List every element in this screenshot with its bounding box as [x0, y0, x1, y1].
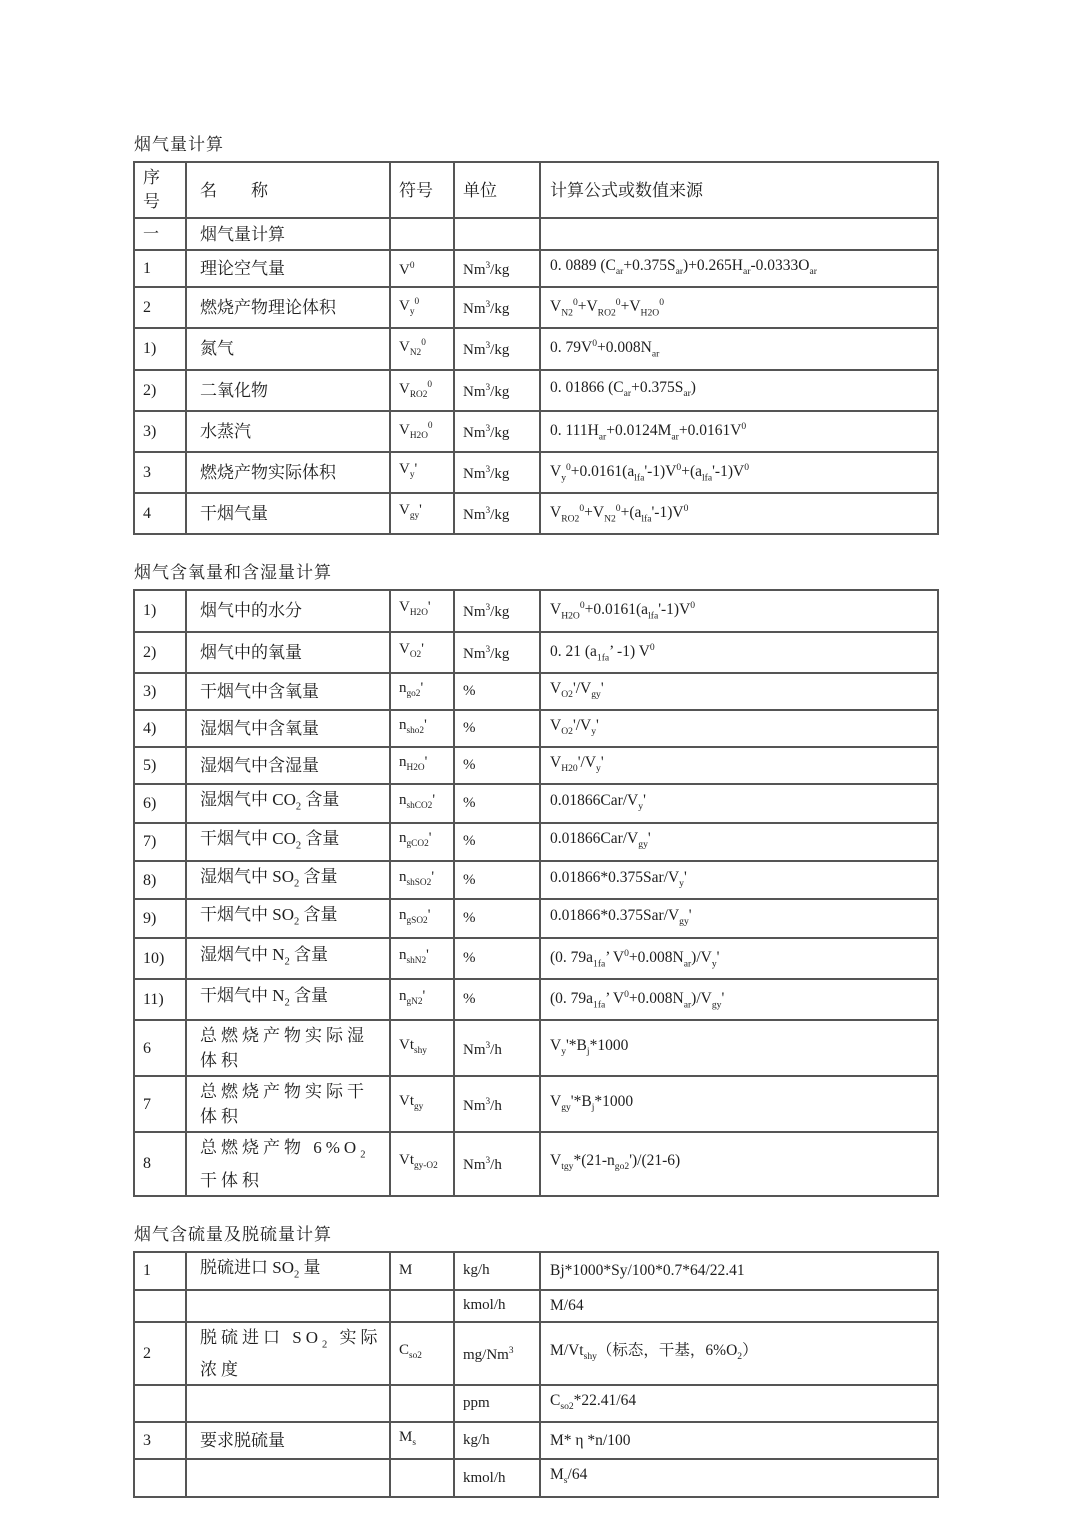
cell-unit: kmol/h	[454, 1459, 540, 1496]
cell-name: 脱硫进口 $SO_2$ 量	[186, 1252, 390, 1290]
cell-name: 总燃烧产物实际湿 体积	[186, 1020, 390, 1076]
cell-formula: $C_{so2}*22.41/64$	[540, 1385, 938, 1422]
cell-symbol: $n_{sho2}'$	[390, 710, 454, 747]
cell-serial: 5)	[134, 747, 186, 784]
cell-name: 总燃烧产物 $6\%O_2$ 干体积	[186, 1132, 390, 1195]
cell-symbol: $V_y'$	[390, 452, 454, 493]
table-row	[134, 979, 938, 1020]
oxygen-moisture-table	[133, 589, 939, 1196]
cell-name: 湿烟气中含湿量	[186, 747, 390, 784]
cell-symbol: $V_{gy}'$	[390, 493, 454, 534]
cell-formula: $0.01866Car/V_{gy}'$	[540, 823, 938, 861]
cell-formula: $V_y^0+0.0161(a_{lfa}'-1)V^0+(a_{lfa}'-1)V^0$	[540, 452, 938, 493]
cell-unit: Nm$^3$/kg	[454, 287, 540, 328]
cell-unit: Nm$^3$/kg	[454, 328, 540, 369]
cell-unit: Nm$^3$/kg	[454, 370, 540, 411]
cell-serial: 3)	[134, 673, 186, 710]
cell-symbol: $n_{H2O}'$	[390, 747, 454, 784]
cell-name	[186, 1459, 390, 1496]
cell-unit: Nm$^3$/h	[454, 1076, 540, 1132]
cell-serial: 4)	[134, 710, 186, 747]
cell-serial: 7)	[134, 823, 186, 861]
cell-name: 氮气	[186, 328, 390, 369]
cell-unit: kg/h	[454, 1252, 540, 1290]
cell-formula: $V_{tgy}*(21-n_{go2}')/(21-6)$	[540, 1132, 938, 1195]
cell-formula: (0. $79a_{1fa}$’ $V^0+0.008N_{ar})/V_y'$	[540, 938, 938, 979]
cell-name: 烟气中的氧量	[186, 632, 390, 673]
section-title-flue-gas-volume: 烟气量计算	[134, 135, 224, 154]
cell-serial: 2)	[134, 370, 186, 411]
cell-name: 水蒸汽	[186, 411, 390, 452]
cell-symbol: $V_{H2O}^0$	[390, 411, 454, 452]
cell-name: 湿烟气中 $N_2$ 含量	[186, 938, 390, 979]
cell-symbol: $V^0$	[390, 250, 454, 287]
cell-formula: Bj*1000*Sy/100*0.7*64/22.41	[540, 1252, 938, 1290]
cell-serial: 11)	[134, 979, 186, 1020]
sulfur-desulfurization-table	[133, 1251, 939, 1498]
cell-name: 干烟气中 $SO_2$ 含量	[186, 899, 390, 937]
cell-formula: $V_{RO2}^0+V_{N2}^0+(a_{lfa}'-1)V^0$	[540, 493, 938, 534]
cell-formula: $0.01866*0.375Sar/V_{gy}'$	[540, 899, 938, 937]
section-title-oxygen-moisture: 烟气含氧量和含湿量计算	[134, 563, 332, 583]
cell-serial: 8)	[134, 861, 186, 899]
table-row	[134, 328, 938, 369]
table-row	[134, 370, 938, 411]
cell-formula: $V_{H20}'/V_y'$	[540, 747, 938, 784]
cell-unit: ppm	[454, 1385, 540, 1422]
table-row	[134, 1076, 938, 1132]
cell-unit: %	[454, 784, 540, 822]
cell-serial: 3	[134, 452, 186, 493]
cell-serial: 2	[134, 287, 186, 328]
header-symbol: 符号	[390, 162, 454, 218]
cell-unit: kmol/h	[454, 1290, 540, 1322]
cell-serial: 2	[134, 1322, 186, 1385]
table-row	[134, 861, 938, 899]
cell-formula: $0.01866*0.375Sar/V_y'$	[540, 861, 938, 899]
cell-name	[186, 1385, 390, 1422]
cell-name: 烟气中的水分	[186, 590, 390, 631]
cell-unit: %	[454, 710, 540, 747]
cell-unit: Nm$^3$/kg	[454, 250, 540, 287]
cell-formula: $V_{gy}'*B_j*1000$	[540, 1076, 938, 1132]
table-row	[134, 1459, 938, 1496]
cell-symbol: $Vt_{gy-O2}$	[390, 1132, 454, 1195]
cell-unit: %	[454, 899, 540, 937]
table-row	[134, 1132, 938, 1195]
cell-unit: %	[454, 938, 540, 979]
cell-serial: 1)	[134, 328, 186, 369]
table-row	[134, 938, 938, 979]
cell-serial: 一	[134, 218, 186, 250]
cell-symbol: $n_{shSO2}'$	[390, 861, 454, 899]
table-row	[134, 1252, 938, 1290]
cell-name: 干烟气中 $N_2$ 含量	[186, 979, 390, 1020]
cell-name: 干烟气量	[186, 493, 390, 534]
table-row	[134, 250, 938, 287]
cell-serial: 6)	[134, 784, 186, 822]
cell-formula: 0. $79V^0+0.008N_{ar}$	[540, 328, 938, 369]
cell-symbol: $Vt_{shy}$	[390, 1020, 454, 1076]
cell-name: 脱硫进口 $SO_2$ 实际 浓度	[186, 1322, 390, 1385]
cell-unit: Nm$^3$/kg	[454, 590, 540, 631]
cell-serial: 4	[134, 493, 186, 534]
cell-unit: %	[454, 979, 540, 1020]
table-row	[134, 287, 938, 328]
cell-serial: 1	[134, 1252, 186, 1290]
cell-name: 烟气量计算	[186, 218, 390, 250]
cell-unit: Nm$^3$/h	[454, 1020, 540, 1076]
table-row	[134, 784, 938, 822]
cell-serial	[134, 1290, 186, 1322]
header-row	[134, 162, 938, 218]
cell-symbol	[390, 1385, 454, 1422]
cell-symbol: $Vt_{gy}$	[390, 1076, 454, 1132]
cell-symbol: M	[390, 1252, 454, 1290]
cell-symbol: $V_{RO2}^0$	[390, 370, 454, 411]
table-row	[134, 1385, 938, 1422]
table-row	[134, 218, 938, 250]
cell-formula: $V_{O2}'/V_{gy}'$	[540, 673, 938, 710]
cell-formula: M* η *n/100	[540, 1422, 938, 1459]
cell-name: 总燃烧产物实际干 体积	[186, 1076, 390, 1132]
cell-serial: 3	[134, 1422, 186, 1459]
document-page	[133, 134, 939, 1525]
flue-gas-volume-table	[133, 161, 939, 535]
cell-serial: 1)	[134, 590, 186, 631]
section-flue-gas-volume	[133, 134, 939, 535]
cell-symbol	[390, 1459, 454, 1496]
header-name: 名 称	[186, 162, 390, 218]
cell-serial	[134, 1459, 186, 1496]
cell-serial: 1	[134, 250, 186, 287]
cell-name: 湿烟气中 $SO_2$ 含量	[186, 861, 390, 899]
cell-unit: Nm$^3$/h	[454, 1132, 540, 1195]
cell-symbol	[390, 218, 454, 250]
cell-name: 干烟气中 $CO_2$ 含量	[186, 823, 390, 861]
cell-unit: Nm$^3$/kg	[454, 632, 540, 673]
table-row	[134, 673, 938, 710]
table-row	[134, 823, 938, 861]
table-row	[134, 1322, 938, 1385]
section-sulfur-desulfurization	[133, 1224, 939, 1498]
cell-formula: 0. $111H_{ar}+0.0124M_{ar}+0.0161V^0$	[540, 411, 938, 452]
cell-formula: $M/Vt_{shy}$（标态，干基，$6\%O_2$）	[540, 1322, 938, 1385]
cell-name	[186, 1290, 390, 1322]
cell-serial: 7	[134, 1076, 186, 1132]
cell-symbol: $n_{gSO2}'$	[390, 899, 454, 937]
table-row	[134, 747, 938, 784]
cell-serial: 3)	[134, 411, 186, 452]
cell-name: 理论空气量	[186, 250, 390, 287]
cell-symbol: $V_{O2}'$	[390, 632, 454, 673]
cell-symbol: $n_{go2}'$	[390, 673, 454, 710]
cell-symbol: $V_{N2}^0$	[390, 328, 454, 369]
table-row	[134, 632, 938, 673]
cell-serial	[134, 1385, 186, 1422]
header-formula: 计算公式或数值来源	[540, 162, 938, 218]
cell-formula: 0. 01866 $(C_{ar}+0.375S_{ar})$	[540, 370, 938, 411]
cell-name: 干烟气中含氧量	[186, 673, 390, 710]
cell-serial: 9)	[134, 899, 186, 937]
table-row	[134, 452, 938, 493]
cell-formula: $V_{H2O}^0+0.0161(a_{lfa}'-1)V^0$	[540, 590, 938, 631]
header-no: 序 号	[134, 162, 186, 218]
cell-serial: 8	[134, 1132, 186, 1195]
cell-name: 要求脱硫量	[186, 1422, 390, 1459]
table-row	[134, 411, 938, 452]
cell-name: 湿烟气中含氧量	[186, 710, 390, 747]
table-row	[134, 899, 938, 937]
cell-symbol	[390, 1290, 454, 1322]
cell-formula: $V_{O2}'/V_y'$	[540, 710, 938, 747]
table-row	[134, 493, 938, 534]
cell-name: 湿烟气中 $CO_2$ 含量	[186, 784, 390, 822]
cell-formula: (0. $79a_{1fa}$’ $V^0+0.008N_{ar})/V_{gy}'$	[540, 979, 938, 1020]
section-oxygen-moisture	[133, 562, 939, 1196]
cell-symbol: $n_{gCO2}'$	[390, 823, 454, 861]
cell-unit: %	[454, 823, 540, 861]
cell-name: 燃烧产物理论体积	[186, 287, 390, 328]
cell-formula: $0.01866Car/V_y'$	[540, 784, 938, 822]
header-unit: 单位	[454, 162, 540, 218]
table-row	[134, 590, 938, 631]
table-row	[134, 710, 938, 747]
cell-formula: $M_s/64$	[540, 1459, 938, 1496]
table-row	[134, 1290, 938, 1322]
cell-symbol: $n_{gN2}'$	[390, 979, 454, 1020]
table-row	[134, 1422, 938, 1459]
cell-formula: $V_y'*B_j*1000$	[540, 1020, 938, 1076]
cell-unit: mg/Nm$^3$	[454, 1322, 540, 1385]
cell-serial: 6	[134, 1020, 186, 1076]
cell-name: 燃烧产物实际体积	[186, 452, 390, 493]
cell-unit: kg/h	[454, 1422, 540, 1459]
cell-unit: %	[454, 747, 540, 784]
cell-formula: M/64	[540, 1290, 938, 1322]
cell-symbol: $n_{shN2}'$	[390, 938, 454, 979]
cell-symbol: $V_{H2O}'$	[390, 590, 454, 631]
cell-name: 二氧化物	[186, 370, 390, 411]
cell-symbol: $n_{shCO2}'$	[390, 784, 454, 822]
cell-unit: %	[454, 861, 540, 899]
cell-symbol: $V_y^0$	[390, 287, 454, 328]
cell-unit: Nm$^3$/kg	[454, 493, 540, 534]
cell-unit: %	[454, 673, 540, 710]
table-row	[134, 1020, 938, 1076]
cell-formula: $V_{N2}^0+V_{RO2}^0+V_{H2O}^0$	[540, 287, 938, 328]
section-title-sulfur-desulfurization: 烟气含硫量及脱硫量计算	[134, 1224, 332, 1244]
cell-symbol: $M_s$	[390, 1422, 454, 1459]
cell-symbol: $C_{so2}$	[390, 1322, 454, 1385]
cell-formula	[540, 218, 938, 250]
cell-formula: 0. 21 ($a_{1fa}$’ -1) $V^0$	[540, 632, 938, 673]
cell-formula: 0. 0889 $(C_{ar}+0.375S_{ar})+0.265H_{ar}-0.0333O_{ar}$	[540, 250, 938, 287]
cell-serial: 2)	[134, 632, 186, 673]
cell-unit: Nm$^3$/kg	[454, 452, 540, 493]
cell-serial: 10)	[134, 938, 186, 979]
cell-unit: Nm$^3$/kg	[454, 411, 540, 452]
cell-unit	[454, 218, 540, 250]
